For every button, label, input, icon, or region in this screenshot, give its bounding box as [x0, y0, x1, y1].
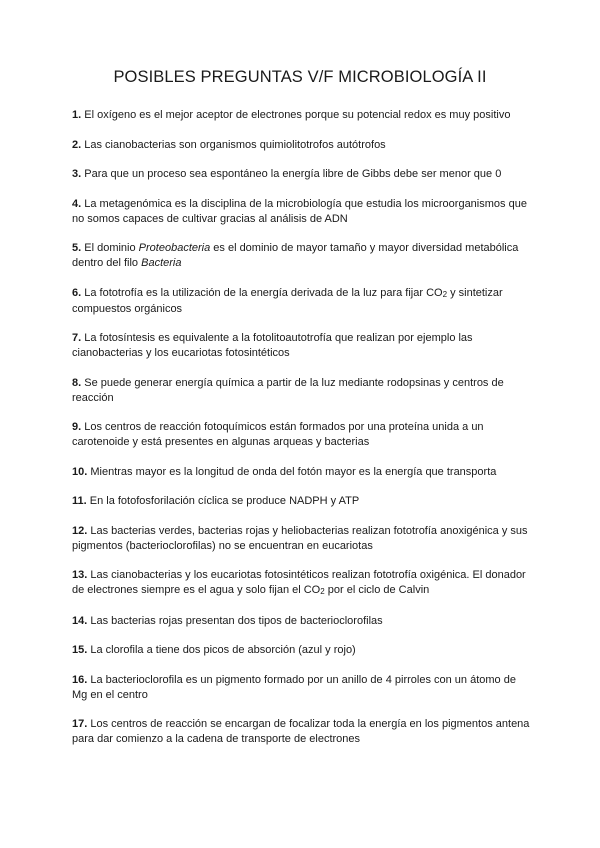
question-12 — [72, 524, 532, 554]
question-text: La bacterioclorofila es un pigmento formado por un anillo de 4 pirroles con un átomo de Mg en el centro — [72, 673, 516, 701]
question-number: 9. — [72, 421, 82, 433]
question-number: 10. — [72, 465, 88, 478]
question-1 — [72, 108, 532, 123]
question-text: Para que un proceso sea espontáneo la energía libre de Gibbs debe ser menor que 0 — [84, 168, 502, 180]
question-text: En la fotofosforilación cíclica se produce NADPH y ATP — [89, 495, 360, 507]
question-list — [72, 108, 532, 762]
question-number: 16. — [72, 673, 88, 686]
question-number: 1. — [72, 109, 82, 121]
question-14 — [72, 614, 532, 629]
question-text: por el ciclo de Calvin — [324, 584, 430, 596]
question-6 — [72, 286, 532, 317]
question-text: La fototrofía es la utilización de la energía derivada de la luz para fijar CO — [84, 286, 443, 299]
question-7 — [72, 331, 532, 361]
question-text: El dominio — [84, 242, 139, 254]
question-10 — [72, 465, 532, 480]
question-text: Las cianobacterias y los eucariotas fotosintéticos realizan fototrofía oxigénica. El donador de electrones siempre es el agua y solo fijan el CO — [72, 569, 526, 596]
subscript: 2 — [442, 289, 448, 299]
question-number: 17. — [72, 718, 88, 730]
question-text: El oxígeno es el mejor aceptor de electrones porque su potencial redox es muy positivo — [84, 109, 511, 121]
question-text: es el dominio de mayor tamaño y mayor diversidad metabólica dentro del filo — [72, 242, 519, 269]
question-number: 3. — [72, 168, 82, 180]
question-text: y sintetizar compuestos orgánicos — [72, 286, 503, 315]
question-number: 8. — [72, 376, 82, 389]
question-8 — [72, 376, 532, 406]
question-16 — [72, 673, 532, 703]
question-text: Los centros de reacción fotoquímicos están formados por una proteína unida a un carotenoide y está presentes en algunas arqueas y bacterias — [72, 421, 484, 448]
question-15 — [72, 643, 532, 658]
question-text: Las bacterias rojas presentan dos tipos de bacterioclorofilas — [90, 614, 383, 627]
question-number: 2. — [72, 138, 82, 151]
question-text: Mientras mayor es la longitud de onda del fotón mayor es la energía que transporta — [90, 465, 497, 478]
question-text: Las bacterias verdes, bacterias rojas y heliobacterias realizan fototrofía anoxigénica y sus pigmentos (bacterioclorofilas) no se encuentran en eucariotas — [72, 524, 528, 552]
question-number: 11. — [72, 495, 87, 507]
question-11 — [72, 494, 532, 509]
question-text: Se puede generar energía química a partir de la luz mediante rodopsinas y centros de reacción — [72, 376, 504, 404]
question-2 — [72, 138, 532, 153]
question-text: La fotosíntesis es equivalente a la fotolitoautotrofía que realizan por ejemplo las cianobacterias y los eucariotas fotosintéticos — [72, 332, 473, 359]
question-text: Los centros de reacción se encargan de focalizar toda la energía en los pigmentos antena para dar comienzo a la cadena de transporte de electrones — [72, 718, 530, 745]
question-9 — [72, 420, 532, 450]
question-text-italic: Bacteria — [141, 257, 182, 269]
question-number: 15. — [72, 644, 88, 656]
subscript: 2 — [320, 587, 325, 596]
question-13 — [72, 568, 532, 599]
question-number: 13. — [72, 569, 88, 581]
question-number: 5. — [72, 242, 82, 254]
question-text: Las cianobacterias son organismos quimiolitotrofos autótrofos — [84, 138, 386, 151]
question-17 — [72, 717, 532, 747]
question-5 — [72, 241, 532, 271]
question-4 — [72, 197, 532, 227]
document-title: POSIBLES PREGUNTAS V/F MICROBIOLOGÍA II — [113, 68, 487, 86]
question-number: 6. — [72, 286, 82, 299]
question-number: 4. — [72, 197, 82, 210]
question-3 — [72, 167, 532, 182]
question-number: 14. — [72, 614, 88, 627]
question-number: 7. — [72, 332, 82, 344]
question-text: La metagenómica es la disciplina de la microbiología que estudia los microorganismos que no somos capaces de cultivar gracias al análisis de ADN — [72, 197, 527, 225]
question-number: 12. — [72, 524, 88, 537]
question-text: La clorofila a tiene dos picos de absorción (azul y rojo) — [90, 644, 356, 656]
question-text-italic: Proteobacteria — [138, 242, 211, 254]
